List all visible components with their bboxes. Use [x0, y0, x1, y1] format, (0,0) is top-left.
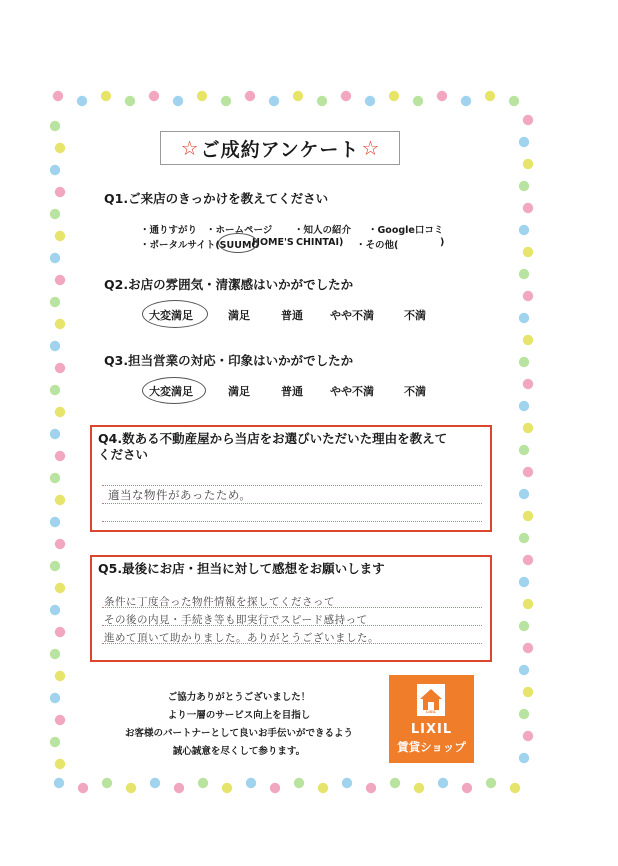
handwritten-circle [142, 300, 208, 328]
border-dot [523, 159, 533, 169]
q5-question: Q5.最後にお店・担当に対して感想をお願いします [98, 561, 385, 576]
border-dot [413, 96, 423, 106]
q3-rating-neutral: 普通 [281, 385, 303, 398]
border-dot [317, 96, 327, 106]
border-dot [294, 778, 304, 788]
border-dot [50, 737, 60, 747]
q4-handwritten-answer: 適当な物件があったため。 [108, 488, 252, 502]
border-dot [55, 495, 65, 505]
border-dot [245, 91, 255, 101]
border-dot [50, 341, 60, 351]
border-dot [510, 783, 520, 793]
closing-line: お客様のパートナーとして良いお手伝いができるよう [124, 728, 353, 739]
border-dot [509, 96, 519, 106]
border-dot [149, 91, 159, 101]
border-dot [523, 555, 533, 565]
border-dot [55, 187, 65, 197]
border-dot [55, 363, 65, 373]
border-dot [414, 783, 424, 793]
border-dot [461, 96, 471, 106]
border-dot [55, 451, 65, 461]
border-dot [53, 91, 63, 101]
border-dot [50, 165, 60, 175]
border-dot [523, 423, 533, 433]
q3-rating-very-satisfied: 大変満足 [149, 385, 193, 398]
q1-question: Q1.ご来店のきっかけを教えてください [104, 191, 329, 206]
border-dot [519, 445, 529, 455]
border-dot [50, 385, 60, 395]
border-dot [50, 517, 60, 527]
border-dot [269, 96, 279, 106]
border-dot [293, 91, 303, 101]
closing-line: より一層のサービス向上を目指し [167, 710, 311, 721]
border-dot [174, 783, 184, 793]
border-dot [222, 783, 232, 793]
border-dot [150, 778, 160, 788]
border-dot [50, 605, 60, 615]
border-dot [50, 693, 60, 703]
q4-answer-box [90, 425, 492, 532]
border-dot [438, 778, 448, 788]
q5-answer-box [90, 555, 492, 662]
border-dot [519, 489, 529, 499]
handwritten-circle [218, 233, 258, 253]
border-dot [523, 643, 533, 653]
q1-option-homes: HOME'S [252, 237, 294, 248]
q2-question: Q2.お店の雰囲気・清潔感はいかがでしたか [104, 277, 354, 292]
star-icon: ☆ [180, 136, 199, 160]
lixil-logo [389, 675, 474, 763]
border-dot [523, 687, 533, 697]
q3-question: Q3.担当営業の対応・印象はいかがでしたか [104, 353, 354, 368]
border-dot [519, 401, 529, 411]
survey-title: ご成約アンケート [200, 138, 360, 161]
q2-rating-satisfied: 満足 [228, 309, 250, 322]
q5-handwritten-answer-line: その後の内見・手続き等も即実行でスピード感持って [104, 614, 368, 626]
border-dot [55, 319, 65, 329]
border-dot [125, 96, 135, 106]
border-dot [55, 583, 65, 593]
q2-rating-somewhat-dissatisfied: やや不満 [330, 309, 374, 322]
border-dot [246, 778, 256, 788]
closing-line: 誠心誠意を尽くして参ります。 [172, 746, 306, 757]
border-dot [389, 91, 399, 101]
border-dot [55, 143, 65, 153]
q2-rating-dissatisfied: 不満 [404, 309, 426, 322]
border-dot [519, 577, 529, 587]
q1-option-walkby: ・通りすがり [140, 225, 198, 236]
border-dot [523, 115, 533, 125]
border-dot [519, 225, 529, 235]
border-dot [523, 511, 533, 521]
q3-rating-satisfied: 満足 [228, 385, 250, 398]
border-dot [523, 203, 533, 213]
border-dot [519, 533, 529, 543]
shop-name: 賃貸ショップ [397, 740, 466, 754]
border-dot [519, 709, 529, 719]
q4-question: Q4.数ある不動産屋から当店をお選びいただいた理由を教えて ください [98, 431, 448, 462]
border-dot [519, 357, 529, 367]
border-dot [50, 473, 60, 483]
q1-option-portal: ・ポータルサイト(SUUMO [140, 240, 260, 251]
border-dot [78, 783, 88, 793]
border-dot [55, 539, 65, 549]
border-dot [390, 778, 400, 788]
border-dot [366, 783, 376, 793]
q1-option-google: ・Google口コミ [368, 225, 444, 236]
border-dot [55, 715, 65, 725]
closing-line: ご協力ありがとうございました！ [167, 692, 311, 703]
border-dot [365, 96, 375, 106]
border-dot [197, 91, 207, 101]
border-dot [50, 253, 60, 263]
border-dot [523, 379, 533, 389]
border-dot [270, 783, 280, 793]
border-dot [102, 778, 112, 788]
border-dot [55, 671, 65, 681]
border-dot [101, 91, 111, 101]
q3-rating-dissatisfied: 不満 [404, 385, 426, 398]
border-dot [55, 627, 65, 637]
border-dot [519, 621, 529, 631]
q1-option-referral: ・知人の紹介 [294, 225, 352, 236]
q3-rating-somewhat-dissatisfied: やや不満 [330, 385, 374, 398]
border-dot [50, 121, 60, 131]
border-dot [198, 778, 208, 788]
lixil-brand: LIXIL [410, 722, 453, 737]
border-dot [54, 778, 64, 788]
border-dot [523, 291, 533, 301]
border-dot [462, 783, 472, 793]
border-dot [342, 778, 352, 788]
survey-title-box [160, 131, 400, 165]
q5-handwritten-answer-line: 進めて頂いて助かりました。ありがとうございました。 [104, 632, 379, 644]
border-dot [50, 297, 60, 307]
border-dot [318, 783, 328, 793]
border-dot [50, 649, 60, 659]
border-dot [126, 783, 136, 793]
border-dot [523, 599, 533, 609]
border-dot [50, 429, 60, 439]
house-logo-icon: LIXIL [417, 684, 445, 716]
q1-option-homepage: ・ホームページ [206, 225, 273, 236]
q2-rating-neutral: 普通 [281, 309, 303, 322]
border-dot [523, 467, 533, 477]
border-dot [55, 231, 65, 241]
border-dot [77, 96, 87, 106]
border-dot [173, 96, 183, 106]
border-dot [519, 181, 529, 191]
q1-option-other-close: ) [440, 237, 445, 248]
border-dot [523, 731, 533, 741]
border-dot [55, 407, 65, 417]
border-dot [221, 96, 231, 106]
border-dot [485, 91, 495, 101]
border-dot [437, 91, 447, 101]
border-dot [55, 275, 65, 285]
q1-option-chintai: CHINTAI) [296, 237, 344, 248]
handwritten-circle [142, 377, 206, 404]
border-dot [50, 209, 60, 219]
q2-rating-very-satisfied: 大変満足 [149, 309, 193, 322]
border-dot [519, 753, 529, 763]
border-dot [519, 269, 529, 279]
border-dot [523, 247, 533, 257]
q5-handwritten-answer-line: 条件に丁度合った物件情報を探してくださって [104, 596, 335, 608]
border-dot [523, 335, 533, 345]
q1-option-other: ・その他( [356, 240, 399, 251]
border-dot [519, 137, 529, 147]
border-dot [50, 561, 60, 571]
border-dot [55, 759, 65, 769]
border-dot [519, 665, 529, 675]
border-dot [341, 91, 351, 101]
border-dot [519, 313, 529, 323]
star-icon: ☆ [361, 136, 380, 160]
border-dot [486, 778, 496, 788]
